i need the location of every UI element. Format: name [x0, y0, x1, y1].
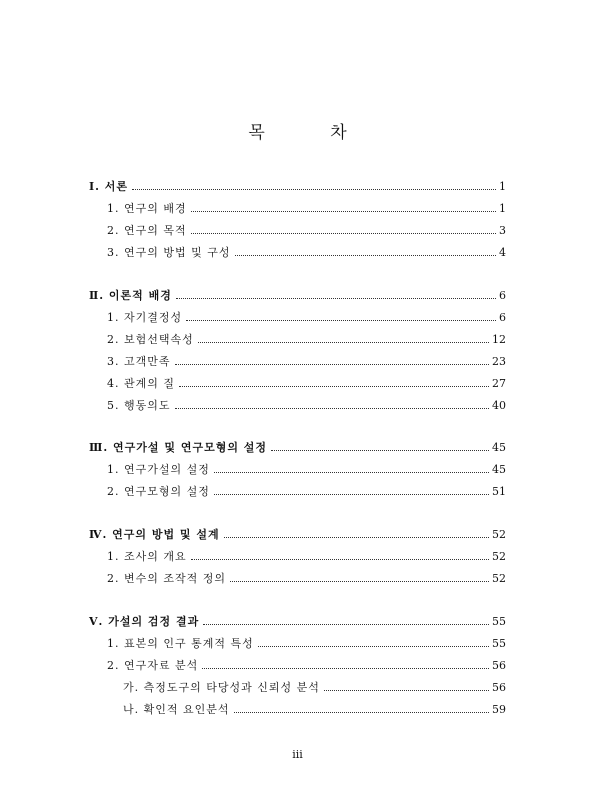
toc-page-number: 6: [499, 289, 506, 302]
toc-page-number: 3: [499, 224, 506, 237]
toc-label: 2. 연구모형의 설정: [107, 485, 210, 498]
dot-leader: [271, 450, 489, 451]
toc-title: 목 차: [248, 123, 377, 143]
dot-leader: [214, 472, 489, 473]
toc-label: 1. 표본의 인구 통계적 특성: [107, 637, 254, 650]
toc-label: 가. 측정도구의 타당성과 신뢰성 분석: [123, 681, 320, 694]
toc-page-number: 56: [492, 659, 506, 672]
toc-label: 1. 자기결정성: [107, 311, 183, 324]
dot-leader: [203, 624, 489, 625]
toc-label: Ⅳ. 연구의 방법 및 설계: [89, 528, 220, 541]
toc-page-number: 12: [492, 333, 506, 346]
toc-label: 3. 고객만족: [107, 355, 171, 368]
toc-label: 나. 확인적 요인분석: [123, 703, 230, 716]
dot-leader: [191, 211, 496, 212]
toc-label: 5. 행동의도: [107, 399, 171, 412]
toc-entry[interactable]: [107, 461, 506, 481]
toc-label: 2. 연구자료 분석: [107, 659, 199, 672]
dot-leader: [230, 581, 489, 582]
toc-entry[interactable]: [107, 635, 506, 655]
toc-page-number: 40: [492, 399, 506, 412]
toc-page-number: 51: [492, 485, 506, 498]
toc-label: Ⅱ. 이론적 배경: [89, 289, 172, 302]
toc-page-number: 45: [492, 463, 506, 476]
dot-leader: [191, 559, 489, 560]
toc-entry[interactable]: [107, 397, 506, 417]
toc-page-number: 52: [492, 550, 506, 563]
dot-leader: [224, 537, 489, 538]
toc-label: 2. 변수의 조작적 정의: [107, 572, 226, 585]
toc-page-number: 1: [499, 202, 506, 215]
dot-leader: [324, 690, 489, 691]
toc-label: 2. 보험선택속성: [107, 333, 194, 346]
toc-label: 1. 연구의 배경: [107, 202, 187, 215]
dot-leader: [198, 342, 489, 343]
toc-label: Ⅴ. 가설의 검정 결과: [89, 615, 200, 628]
toc-section-2[interactable]: [89, 287, 506, 307]
toc-entry[interactable]: [107, 244, 506, 264]
toc-label: 3. 연구의 방법 및 구성: [107, 246, 231, 259]
toc-entry[interactable]: [107, 353, 506, 373]
toc-page-number: 4: [499, 246, 506, 259]
dot-leader: [175, 364, 490, 365]
toc-page-number: 6: [499, 311, 506, 324]
toc-page-number: 52: [492, 572, 506, 585]
page-number-footer: iii: [292, 748, 303, 761]
toc-page-number: 56: [492, 681, 506, 694]
toc-page-number: 1: [499, 180, 506, 193]
toc-label: Ⅲ. 연구가설 및 연구모형의 설정: [89, 441, 268, 454]
toc-entry[interactable]: [107, 570, 506, 590]
toc-page-number: 55: [492, 637, 506, 650]
toc-page-number: 27: [492, 377, 506, 390]
toc-entry[interactable]: [107, 548, 506, 568]
toc-entry[interactable]: [107, 483, 506, 503]
toc-label: 1. 조사의 개요: [107, 550, 187, 563]
toc-section-1[interactable]: [89, 178, 506, 198]
toc-label: 1. 연구가설의 설정: [107, 463, 210, 476]
toc-page-number: 55: [492, 615, 506, 628]
toc-section-3[interactable]: [89, 439, 506, 459]
toc-label: 2. 연구의 목적: [107, 224, 187, 237]
toc-entry[interactable]: [107, 200, 506, 220]
toc-label: 4. 관계의 질: [107, 377, 175, 390]
toc-section-5[interactable]: [89, 613, 506, 633]
toc-entry[interactable]: [107, 375, 506, 395]
toc-label: Ⅰ. 서론: [89, 180, 129, 193]
dot-leader: [234, 712, 490, 713]
dot-leader: [132, 189, 496, 190]
dot-leader: [186, 320, 496, 321]
toc-entry[interactable]: [107, 309, 506, 329]
dot-leader: [235, 255, 497, 256]
toc-page-number: 52: [492, 528, 506, 541]
toc-entry[interactable]: [107, 331, 506, 351]
dot-leader: [175, 408, 490, 409]
toc-subentry[interactable]: [123, 679, 506, 699]
dot-leader: [176, 298, 496, 299]
dot-leader: [258, 646, 489, 647]
toc-entry[interactable]: [107, 222, 506, 242]
toc-entry[interactable]: [107, 657, 506, 677]
dot-leader: [214, 494, 489, 495]
toc-page-number: 59: [492, 703, 506, 716]
toc-section-4[interactable]: [89, 526, 506, 546]
dot-leader: [191, 233, 496, 234]
toc-subentry[interactable]: [123, 701, 506, 721]
dot-leader: [179, 386, 489, 387]
toc-page-number: 45: [492, 441, 506, 454]
toc-page-number: 23: [492, 355, 506, 368]
dot-leader: [202, 668, 489, 669]
